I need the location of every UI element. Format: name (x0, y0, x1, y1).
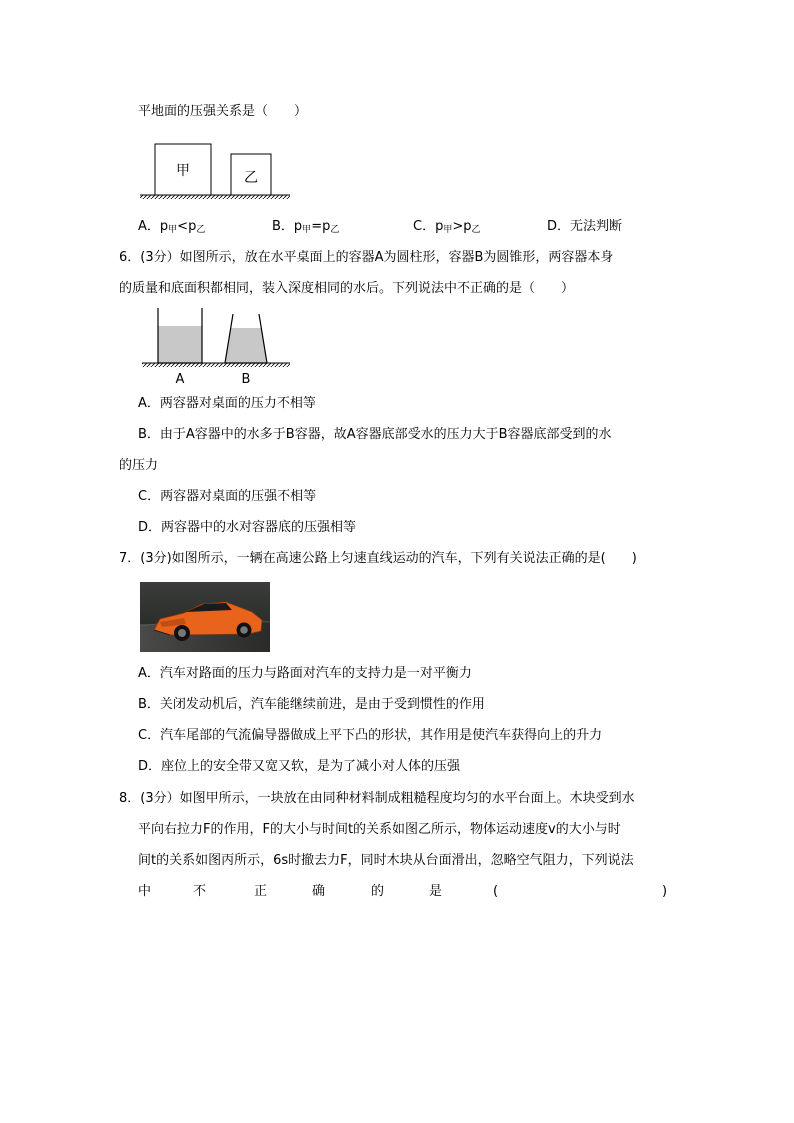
q8-stem-line2: 平向右拉力F的作用，F的大小与时间t的关系如图乙所示，物体运动速度v的大小与时 (138, 822, 621, 837)
q8-char: 的 (371, 884, 385, 899)
q7-car-photo (140, 582, 270, 652)
q7-option-d: D．座位上的安全带又宽又软，是为了减小对人体的压强 (138, 759, 461, 774)
q8-char: 确 (312, 884, 326, 899)
q5-option-a: A．$p_甲<p_乙$ (138, 219, 206, 235)
q6-stem-line2: 的质量和底面积都相同，装入深度相同的水后。下列说法中不正确的是（ ） (119, 281, 575, 296)
q8-stem-line3: 间t的关系如图丙所示，6s时撤去力F，同时木块从台面滑出，忽略空气阻力，下列说法 (138, 853, 634, 868)
q8-char: 是 (429, 884, 443, 899)
q7-option-c: C．汽车尾部的气流偏导器做成上平下凸的形状，其作用是使汽车获得向上的升力 (138, 728, 603, 743)
q5-figure (140, 138, 300, 200)
label-jia: 甲 (176, 163, 190, 179)
label-yi: 乙 (244, 170, 258, 186)
q7-option-b: B．关闭发动机后，汽车能继续前进，是由于受到惯性的作用 (138, 697, 485, 712)
q6-option-b-line1: B．由于A容器中的水多于B容器，故A容器底部受水的压力大于B容器底部受到的水 (138, 427, 612, 442)
q5-option-b: B．$p_甲=p_乙$ (272, 219, 340, 235)
q8-char: ) (662, 884, 668, 899)
q6-option-b-line2: 的压力 (119, 458, 159, 473)
q8-stem-line4 (138, 883, 674, 901)
q8-stem-line1: 8．(3分）如图甲所示，一块放在由同种材料制成粗糙程度均匀的水平台面上。木块受到水 (119, 791, 635, 806)
q7-option-a: A．汽车对路面的压力与路面对汽车的支持力是一对平衡力 (138, 666, 472, 681)
label-a: A (175, 372, 185, 386)
q6-option-d: D．两容器中的水对容器底的压强相等 (138, 520, 357, 535)
q6-option-a: A．两容器对桌面的压力不相等 (138, 396, 316, 411)
q8-char: 不 (193, 884, 207, 899)
q5-option-d: D．无法判断 (547, 219, 623, 234)
q8-char: 中 (138, 884, 152, 899)
q8-char: ( (493, 884, 499, 899)
q6-figure (140, 306, 290, 386)
q5-stem-tail: 平地面的压强关系是（ ） (138, 104, 308, 119)
q5-options (138, 218, 698, 236)
q5-option-c: C．$p_甲>p_乙$ (413, 219, 481, 235)
q6-stem-line1: 6．(3分）如图所示，放在水平桌面上的容器A为圆柱形，容器B为圆锥形，两容器本身 (119, 250, 614, 265)
q7-stem: 7．(3分)如图所示，一辆在高速公路上匀速直线运动的汽车，下列有关说法正确的是( ) (119, 551, 637, 566)
q8-char: 正 (254, 884, 268, 899)
q6-option-c: C．两容器对桌面的压强不相等 (138, 489, 317, 504)
label-b: B (241, 372, 251, 386)
